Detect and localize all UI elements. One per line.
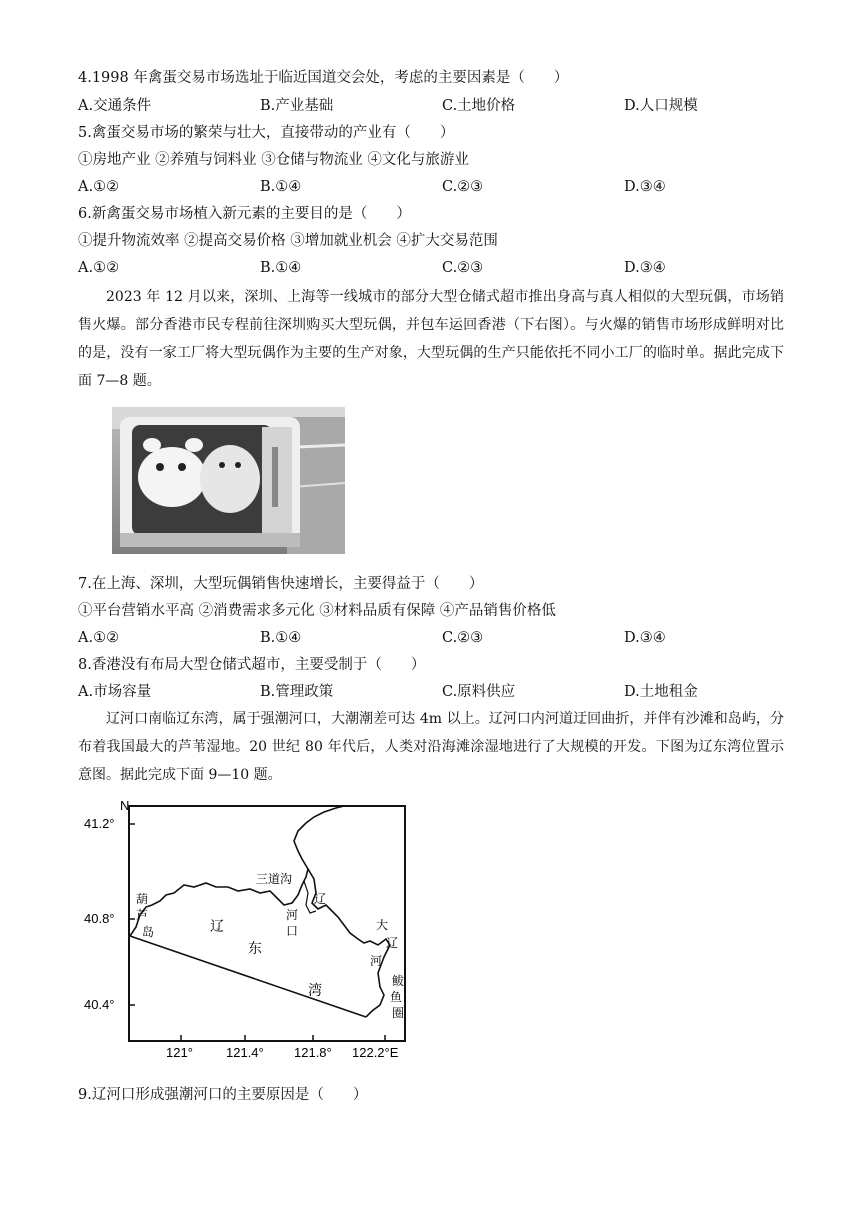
- liaodong-bay-map: [80, 795, 420, 1070]
- question-7-stem: 7.在上海、深圳，大型玩偶销售快速增长，主要得益于（ ）: [78, 576, 484, 592]
- question-9-stem: 9.辽河口形成强潮河口的主要原因是（ ）: [78, 1087, 368, 1103]
- q8-option-a: A.市场容量: [78, 684, 152, 700]
- q5-option-a: A.①②: [78, 179, 120, 195]
- q4-option-c: C.土地价格: [442, 98, 516, 114]
- north-label: N: [120, 798, 130, 813]
- q4-option-b: B.产业基础: [260, 98, 334, 114]
- bay-char-2: 东: [248, 940, 262, 956]
- q5-choices: ①房地产业 ②养殖与饲料业 ③仓储与物流业 ④文化与旅游业: [78, 152, 469, 168]
- label-bayuquan: 鲅 鱼 圈: [390, 974, 405, 1020]
- q8-option-d: D.土地租金: [624, 684, 698, 700]
- lon-label-121: 121°: [166, 1045, 193, 1060]
- q8-option-c: C.原料供应: [442, 684, 516, 700]
- lon-label-121-4: 121.4°: [226, 1045, 264, 1060]
- q5-option-d: D.③④: [624, 179, 666, 195]
- lon-label-122-2: 122.2°E: [352, 1045, 399, 1060]
- q6-choices: ①提升物流效率 ②提高交易价格 ③增加就业机会 ④扩大交易范围: [78, 233, 498, 249]
- q4-option-d: D.人口规模: [624, 98, 698, 114]
- label-daliaohe: 大 辽 河: [370, 918, 399, 968]
- question-6-stem: 6.新禽蛋交易市场植入新元素的主要目的是（ ）: [78, 206, 411, 222]
- bay-char-1: 辽: [210, 918, 224, 934]
- q7-option-d: D.③④: [624, 630, 666, 646]
- passage-doll-market: 2023 年 12 月以来，深圳、上海等一线城市的部分大型仓储式超市推出身高与真人相似的大型玩偶，市场销售火爆。部分香港市民专程前往深圳购买大型玩偶，并包车运回香港（下右图）。与火爆的销售市场形成鲜明对比的是，没有一家工厂将大型玩偶作为主要的生产对象，大型玩偶的生产只能依托不同小工厂的临时单。据此完成下面 7—8 题。: [78, 289, 784, 389]
- q5-option-b: B.①④: [260, 179, 302, 195]
- question-8-stem: 8.香港没有布局大型仓储式超市，主要受制于（ ）: [78, 657, 426, 673]
- passage-liaodong-bay: 辽河口南临辽东湾，属于强潮河口，大潮潮差可达 4m 以上。辽河口内河道迂回曲折，并伴有沙滩和岛屿，分布着我国最大的芦苇湿地。20 世纪 80 年代后，人类对沿海滩涂湿地进行了大规模的开发。下图为辽东湾位置示意图。据此完成下面 9—10 题。: [78, 711, 784, 783]
- doll-car-photo: [112, 407, 345, 554]
- label-liaohe: 辽 河: [286, 892, 327, 922]
- lon-label-121-8: 121.8°: [294, 1045, 332, 1060]
- label-huludao: 葫 芦 岛: [136, 892, 155, 939]
- bay-char-3: 湾: [308, 982, 322, 998]
- q6-option-a: A.①②: [78, 260, 120, 276]
- lat-label-41-2: 41.2°: [84, 816, 115, 831]
- lat-label-40-8: 40.8°: [84, 911, 115, 926]
- q7-option-a: A.①②: [78, 630, 120, 646]
- label-kou: 口: [286, 924, 299, 938]
- question-4-stem: 4.1998 年禽蛋交易市场选址于临近国道交会处，考虑的主要因素是（ ）: [78, 70, 569, 86]
- label-sandaogou: 三道沟: [256, 872, 293, 886]
- q7-option-c: C.②③: [442, 630, 484, 646]
- q6-option-c: C.②③: [442, 260, 484, 276]
- q6-option-b: B.①④: [260, 260, 302, 276]
- q7-option-b: B.①④: [260, 630, 302, 646]
- question-5-stem: 5.禽蛋交易市场的繁荣与壮大，直接带动的产业有（ ）: [78, 125, 455, 141]
- q5-option-c: C.②③: [442, 179, 484, 195]
- lat-label-40-4: 40.4°: [84, 997, 115, 1012]
- q8-option-b: B.管理政策: [260, 684, 334, 700]
- q4-option-a: A.交通条件: [78, 98, 152, 114]
- q6-option-d: D.③④: [624, 260, 666, 276]
- q7-choices: ①平台营销水平高 ②消费需求多元化 ③材料品质有保障 ④产品销售价格低: [78, 603, 556, 619]
